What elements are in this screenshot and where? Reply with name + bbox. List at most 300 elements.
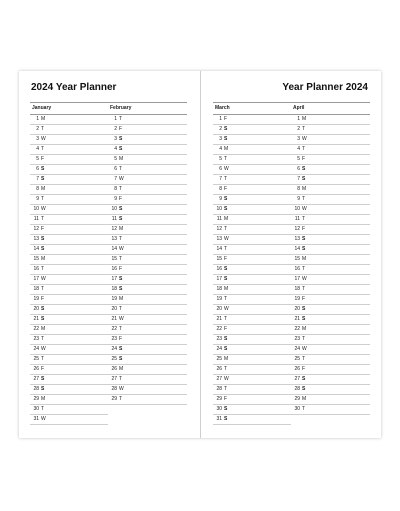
weekday-letter: W	[224, 376, 229, 382]
day-number: 25	[33, 356, 39, 362]
day-row	[30, 405, 108, 415]
page-title: 2024 Year Planner	[31, 82, 117, 93]
day-row	[30, 395, 108, 405]
day-row	[108, 155, 187, 165]
weekday-letter: S	[302, 306, 306, 312]
day-row	[30, 265, 108, 275]
day-row	[30, 135, 108, 145]
day-number: 23	[111, 336, 117, 342]
day-row	[213, 205, 291, 215]
page-title: Year Planner 2024	[282, 82, 368, 93]
day-row	[30, 165, 108, 175]
weekday-letter: T	[119, 256, 123, 262]
weekday-letter: S	[41, 236, 45, 242]
weekday-letter: S	[224, 406, 228, 412]
day-number: 26	[33, 366, 39, 372]
weekday-letter: T	[41, 286, 45, 292]
weekday-letter: T	[119, 166, 123, 172]
weekday-letter: F	[302, 156, 306, 162]
day-row	[213, 125, 291, 135]
day-row	[108, 325, 187, 335]
day-row	[291, 175, 370, 185]
weekday-letter: T	[302, 266, 306, 272]
weekday-letter: S	[224, 336, 228, 342]
weekday-letter: T	[224, 156, 228, 162]
day-number: 22	[216, 326, 222, 332]
day-row	[30, 365, 108, 375]
day-number: 30	[216, 406, 222, 412]
day-number: 24	[111, 346, 117, 352]
day-list	[213, 115, 291, 425]
day-number: 28	[216, 386, 222, 392]
day-row	[30, 215, 108, 225]
weekday-letter: S	[119, 346, 123, 352]
day-number: 4	[219, 146, 222, 152]
day-number: 21	[216, 316, 222, 322]
day-row	[108, 245, 187, 255]
day-number: 30	[294, 406, 300, 412]
day-row	[108, 175, 187, 185]
day-number: 6	[219, 166, 222, 172]
weekday-letter: T	[41, 196, 45, 202]
day-row	[291, 305, 370, 315]
day-number: 17	[294, 276, 300, 282]
day-number: 16	[216, 266, 222, 272]
day-number: 1	[219, 116, 222, 122]
day-row	[213, 405, 291, 415]
day-number: 11	[111, 216, 117, 222]
day-row	[30, 355, 108, 365]
day-row	[30, 295, 108, 305]
day-number: 4	[36, 146, 39, 152]
weekday-letter: S	[41, 246, 45, 252]
day-row	[291, 345, 370, 355]
weekday-letter: T	[119, 376, 123, 382]
weekday-letter: M	[224, 216, 229, 222]
day-row	[30, 375, 108, 385]
day-number: 25	[294, 356, 300, 362]
day-number: 1	[36, 116, 39, 122]
weekday-letter: T	[119, 396, 123, 402]
day-row	[291, 355, 370, 365]
weekday-letter: S	[119, 356, 123, 362]
weekday-letter: M	[119, 296, 124, 302]
weekday-letter: M	[302, 186, 307, 192]
left-page	[19, 71, 199, 438]
weekday-letter: F	[41, 226, 45, 232]
day-number: 28	[33, 386, 39, 392]
day-row	[108, 305, 187, 315]
weekday-letter: S	[224, 416, 228, 422]
weekday-letter: T	[119, 186, 123, 192]
day-number: 13	[216, 236, 222, 242]
day-number: 3	[114, 136, 117, 142]
day-number: 9	[36, 196, 39, 202]
day-row	[213, 315, 291, 325]
day-number: 14	[111, 246, 117, 252]
day-row	[108, 115, 187, 125]
day-number: 18	[294, 286, 300, 292]
month-header: March	[213, 102, 291, 115]
day-number: 2	[297, 126, 300, 132]
day-row	[291, 235, 370, 245]
day-row	[108, 235, 187, 245]
day-number: 29	[294, 396, 300, 402]
weekday-letter: S	[224, 266, 228, 272]
day-row	[291, 275, 370, 285]
weekday-letter: T	[224, 296, 228, 302]
day-number: 13	[111, 236, 117, 242]
day-number: 3	[36, 136, 39, 142]
day-number: 8	[36, 186, 39, 192]
weekday-letter: T	[302, 216, 306, 222]
weekday-letter: W	[119, 386, 124, 392]
weekday-letter: M	[41, 256, 46, 262]
day-row	[108, 265, 187, 275]
weekday-letter: S	[224, 346, 228, 352]
day-row	[108, 195, 187, 205]
day-row	[30, 195, 108, 205]
day-row	[213, 175, 291, 185]
day-number: 9	[114, 196, 117, 202]
weekday-letter: M	[41, 116, 46, 122]
day-row	[291, 395, 370, 405]
day-row	[291, 135, 370, 145]
day-number: 30	[33, 406, 39, 412]
day-row	[30, 255, 108, 265]
day-row	[213, 155, 291, 165]
weekday-letter: S	[41, 376, 45, 382]
day-row	[30, 145, 108, 155]
weekday-letter: T	[119, 116, 123, 122]
day-row	[291, 195, 370, 205]
day-row	[108, 295, 187, 305]
day-number: 27	[111, 376, 117, 382]
day-number: 24	[294, 346, 300, 352]
day-number: 12	[216, 226, 222, 232]
weekday-letter: F	[119, 126, 123, 132]
day-row	[291, 225, 370, 235]
weekday-letter: T	[119, 326, 123, 332]
day-row	[30, 235, 108, 245]
day-number: 29	[111, 396, 117, 402]
day-number: 14	[216, 246, 222, 252]
day-list	[108, 115, 187, 405]
day-number: 21	[33, 316, 39, 322]
day-number: 12	[111, 226, 117, 232]
day-number: 20	[294, 306, 300, 312]
weekday-letter: F	[41, 156, 45, 162]
day-row	[291, 115, 370, 125]
weekday-letter: T	[302, 356, 306, 362]
day-row	[108, 205, 187, 215]
weekday-letter: T	[302, 286, 306, 292]
day-number: 15	[294, 256, 300, 262]
weekday-letter: T	[41, 336, 45, 342]
day-row	[30, 285, 108, 295]
day-row	[108, 375, 187, 385]
day-number: 22	[294, 326, 300, 332]
day-number: 6	[297, 166, 300, 172]
day-row	[291, 215, 370, 225]
day-number: 11	[216, 216, 222, 222]
day-row	[213, 195, 291, 205]
day-row	[291, 245, 370, 255]
weekday-letter: S	[119, 286, 123, 292]
day-number: 23	[33, 336, 39, 342]
weekday-letter: T	[119, 236, 123, 242]
day-list	[291, 115, 370, 415]
weekday-letter: S	[41, 316, 45, 322]
day-number: 13	[33, 236, 39, 242]
weekday-letter: T	[224, 246, 228, 252]
day-row	[291, 155, 370, 165]
weekday-letter: T	[224, 316, 228, 322]
weekday-letter: T	[41, 146, 45, 152]
day-row	[291, 205, 370, 215]
day-number: 15	[216, 256, 222, 262]
weekday-letter: F	[224, 186, 228, 192]
day-number: 18	[111, 286, 117, 292]
day-row	[213, 295, 291, 305]
day-row	[291, 145, 370, 155]
day-row	[30, 185, 108, 195]
day-row	[291, 295, 370, 305]
day-number: 16	[294, 266, 300, 272]
day-number: 15	[33, 256, 39, 262]
day-row	[30, 315, 108, 325]
day-number: 3	[297, 136, 300, 142]
month-column	[108, 102, 187, 405]
day-row	[213, 305, 291, 315]
day-number: 7	[114, 176, 117, 182]
weekday-letter: T	[224, 176, 228, 182]
weekday-letter: S	[302, 386, 306, 392]
day-number: 5	[36, 156, 39, 162]
weekday-letter: S	[224, 136, 228, 142]
day-number: 9	[219, 196, 222, 202]
day-row	[213, 255, 291, 265]
day-row	[108, 365, 187, 375]
weekday-letter: W	[302, 346, 307, 352]
day-row	[30, 325, 108, 335]
day-number: 11	[294, 216, 300, 222]
month-column	[213, 102, 291, 425]
weekday-letter: W	[41, 416, 46, 422]
day-row	[213, 275, 291, 285]
day-number: 20	[216, 306, 222, 312]
weekday-letter: F	[119, 336, 123, 342]
day-row	[213, 375, 291, 385]
month-column	[30, 102, 108, 425]
weekday-letter: M	[302, 256, 307, 262]
day-number: 27	[33, 376, 39, 382]
weekday-letter: S	[302, 166, 306, 172]
weekday-letter: F	[224, 256, 228, 262]
day-number: 26	[216, 366, 222, 372]
day-row	[213, 165, 291, 175]
day-row	[291, 255, 370, 265]
day-number: 23	[294, 336, 300, 342]
weekday-letter: S	[302, 246, 306, 252]
weekday-letter: T	[302, 126, 306, 132]
weekday-letter: S	[224, 196, 228, 202]
day-number: 7	[36, 176, 39, 182]
weekday-letter: M	[302, 396, 307, 402]
weekday-letter: S	[302, 316, 306, 322]
day-row	[30, 415, 108, 425]
weekday-letter: T	[41, 266, 45, 272]
day-row	[108, 285, 187, 295]
weekday-letter: M	[119, 366, 124, 372]
day-row	[108, 125, 187, 135]
weekday-letter: S	[224, 126, 228, 132]
weekday-letter: S	[224, 276, 228, 282]
day-row	[30, 115, 108, 125]
weekday-letter: F	[302, 366, 306, 372]
day-number: 5	[114, 156, 117, 162]
day-number: 14	[33, 246, 39, 252]
day-row	[213, 415, 291, 425]
day-number: 21	[294, 316, 300, 322]
day-number: 26	[294, 366, 300, 372]
day-row	[108, 145, 187, 155]
day-number: 29	[33, 396, 39, 402]
day-row	[213, 115, 291, 125]
day-row	[108, 185, 187, 195]
weekday-letter: W	[119, 316, 124, 322]
day-number: 10	[216, 206, 222, 212]
day-row	[291, 265, 370, 275]
day-number: 27	[216, 376, 222, 382]
day-number: 4	[297, 146, 300, 152]
day-number: 8	[114, 186, 117, 192]
weekday-letter: T	[302, 336, 306, 342]
weekday-letter: S	[41, 386, 45, 392]
day-number: 15	[111, 256, 117, 262]
weekday-letter: T	[41, 356, 45, 362]
day-number: 23	[216, 336, 222, 342]
day-number: 12	[294, 226, 300, 232]
weekday-letter: W	[41, 206, 46, 212]
month-header: April	[291, 102, 370, 115]
weekday-letter: S	[302, 176, 306, 182]
weekday-letter: S	[119, 206, 123, 212]
day-number: 2	[36, 126, 39, 132]
day-row	[30, 335, 108, 345]
day-row	[291, 315, 370, 325]
day-row	[213, 145, 291, 155]
day-row	[213, 365, 291, 375]
day-number: 20	[111, 306, 117, 312]
day-row	[30, 155, 108, 165]
day-row	[108, 315, 187, 325]
day-row	[291, 335, 370, 345]
day-row	[108, 215, 187, 225]
weekday-letter: W	[119, 246, 124, 252]
day-number: 22	[33, 326, 39, 332]
weekday-letter: S	[41, 176, 45, 182]
day-number: 4	[114, 146, 117, 152]
day-row	[291, 325, 370, 335]
weekday-letter: T	[224, 366, 228, 372]
planner-spread	[19, 71, 381, 438]
weekday-letter: F	[224, 116, 228, 122]
day-number: 5	[219, 156, 222, 162]
weekday-letter: W	[41, 346, 46, 352]
day-row	[291, 385, 370, 395]
weekday-letter: M	[224, 146, 229, 152]
weekday-letter: W	[224, 236, 229, 242]
day-row	[30, 245, 108, 255]
weekday-letter: M	[119, 226, 124, 232]
weekday-letter: W	[302, 206, 307, 212]
weekday-letter: F	[41, 366, 45, 372]
day-row	[108, 135, 187, 145]
day-number: 22	[111, 326, 117, 332]
day-row	[108, 395, 187, 405]
day-number: 14	[294, 246, 300, 252]
weekday-letter: W	[224, 306, 229, 312]
weekday-letter: F	[302, 296, 306, 302]
day-number: 17	[216, 276, 222, 282]
weekday-letter: T	[302, 146, 306, 152]
weekday-letter: S	[119, 146, 123, 152]
day-number: 7	[297, 176, 300, 182]
weekday-letter: W	[41, 136, 46, 142]
day-number: 6	[114, 166, 117, 172]
weekday-letter: S	[41, 166, 45, 172]
day-number: 26	[111, 366, 117, 372]
day-row	[213, 225, 291, 235]
month-header: January	[30, 102, 108, 115]
day-row	[30, 125, 108, 135]
day-row	[213, 265, 291, 275]
weekday-letter: F	[119, 196, 123, 202]
day-number: 28	[111, 386, 117, 392]
day-number: 6	[36, 166, 39, 172]
weekday-letter: F	[41, 296, 45, 302]
weekday-letter: S	[41, 306, 45, 312]
day-number: 31	[33, 416, 39, 422]
day-row	[291, 365, 370, 375]
day-number: 7	[219, 176, 222, 182]
day-row	[108, 225, 187, 235]
weekday-letter: T	[224, 226, 228, 232]
day-row	[291, 165, 370, 175]
day-row	[30, 345, 108, 355]
day-row	[213, 135, 291, 145]
weekday-letter: T	[119, 306, 123, 312]
weekday-letter: T	[41, 406, 45, 412]
day-number: 13	[294, 236, 300, 242]
day-number: 2	[114, 126, 117, 132]
day-row	[108, 165, 187, 175]
day-number: 29	[216, 396, 222, 402]
day-number: 2	[219, 126, 222, 132]
day-number: 25	[111, 356, 117, 362]
weekday-letter: W	[302, 136, 307, 142]
month-header: February	[108, 102, 187, 115]
weekday-letter: T	[41, 216, 45, 222]
day-number: 10	[111, 206, 117, 212]
weekday-letter: W	[224, 166, 229, 172]
day-row	[108, 335, 187, 345]
day-row	[213, 235, 291, 245]
day-number: 10	[294, 206, 300, 212]
weekday-letter: T	[302, 196, 306, 202]
day-number: 11	[33, 216, 39, 222]
